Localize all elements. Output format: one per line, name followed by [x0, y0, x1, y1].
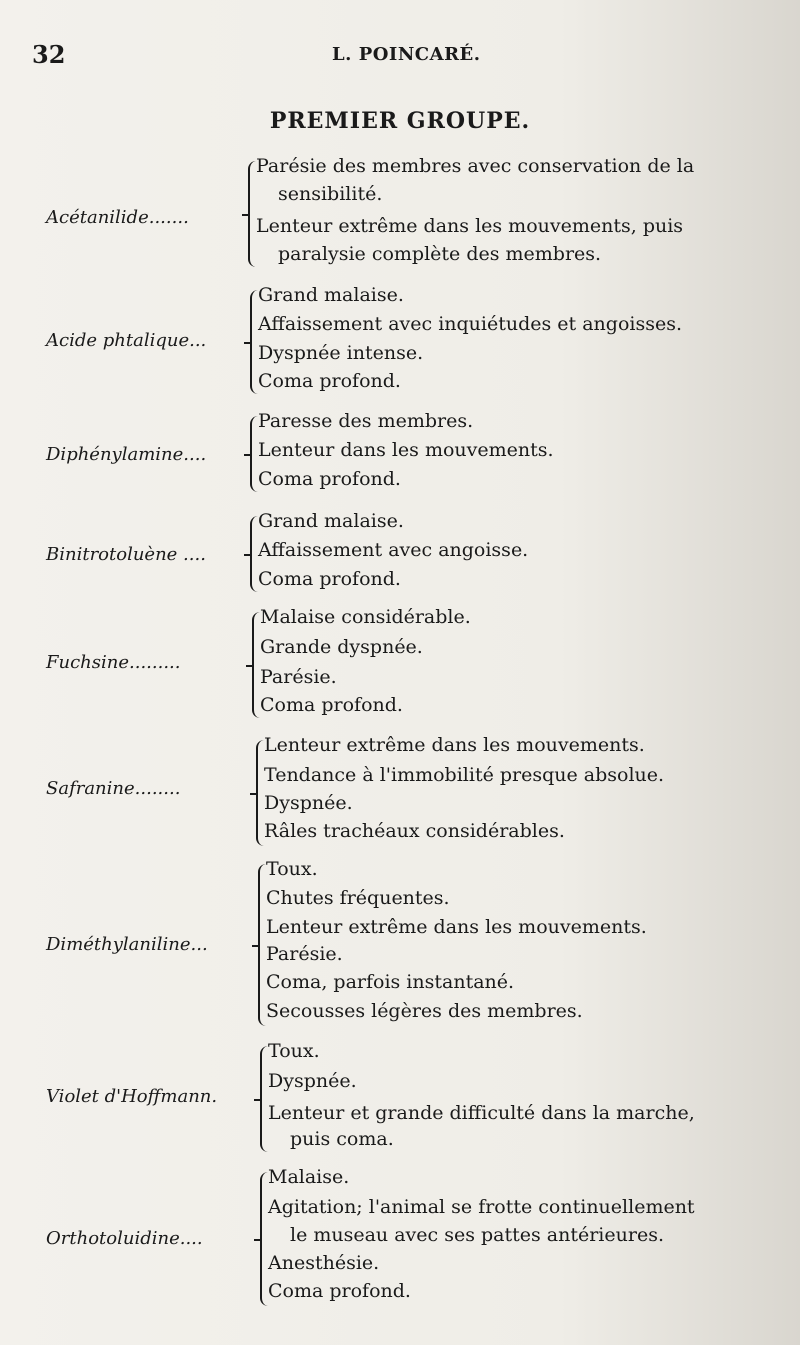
symptom-line: Coma profond. [258, 370, 401, 392]
symptom-line: Malaise considérable. [260, 606, 471, 628]
symptom-line: Paresse des membres. [258, 410, 474, 432]
symptom-line: Lenteur dans les mouvements. [258, 439, 554, 461]
symptom-line: Lenteur extrême dans les mouvements, puis [256, 215, 684, 237]
substance-name: Violet d'Hoffmann. [46, 1086, 218, 1107]
page-number: 32 [32, 40, 66, 69]
running-head-author: L. POINCARÉ. [332, 44, 481, 65]
symptom-line: Lenteur extrême dans les mouvements. [264, 734, 645, 756]
substance-name: Acide phtalique... [46, 330, 207, 351]
symptom-line: Lenteur et grande difficulté dans la marche, [268, 1102, 695, 1124]
group-title: PREMIER GROUPE. [269, 108, 531, 134]
symptom-line: Grand malaise. [258, 284, 404, 306]
substance-name: Fuchsine......... [46, 652, 181, 673]
symptom-line: Lenteur extrême dans les mouvements. [266, 916, 647, 938]
symptom-line: Coma profond. [268, 1280, 411, 1302]
entry-fuchsine [0, 606, 800, 722]
substance-name: Diméthylaniline... [46, 934, 208, 955]
symptom-line: Parésie. [266, 943, 343, 965]
substance-name: Acétanilide....... [46, 207, 189, 228]
entry-acide-phtalique [0, 284, 800, 398]
symptom-line: Coma profond. [258, 568, 401, 590]
symptom-line: Anesthésie. [268, 1252, 380, 1274]
symptom-line: Coma profond. [258, 468, 401, 490]
symptom-line: Coma, parfois instantané. [266, 971, 515, 993]
entry-binitrotoluene [0, 510, 800, 596]
substance-name: Safranine........ [46, 778, 181, 799]
symptom-line: Dyspnée. [264, 792, 353, 814]
entry-safranine [0, 734, 800, 850]
symptom-line: Toux. [266, 858, 318, 880]
symptom-line: puis coma. [290, 1128, 394, 1150]
symptom-line: sensibilité. [278, 183, 383, 205]
entry-acetanilide [0, 155, 800, 273]
symptom-line: Affaissement avec angoisse. [258, 539, 529, 561]
symptom-line: Grande dyspnée. [260, 636, 423, 658]
symptom-line: paralysie complète des membres. [278, 243, 602, 265]
symptom-line: Grand malaise. [258, 510, 404, 532]
entry-violet-hoffmann [0, 1040, 800, 1156]
symptom-line: Dyspnée. [268, 1070, 357, 1092]
symptom-line: Agitation; l'animal se frotte continuellement [268, 1196, 695, 1218]
symptom-line: Chutes fréquentes. [266, 887, 450, 909]
symptom-line: Râles trachéaux considérables. [264, 820, 565, 842]
symptom-line: Malaise. [268, 1166, 350, 1188]
symptom-line: Toux. [268, 1040, 320, 1062]
entry-orthotoluidine [0, 1166, 800, 1310]
running-head [32, 40, 760, 74]
symptom-line: Tendance à l'immobilité presque absolue. [264, 764, 665, 786]
symptom-line: Coma profond. [260, 694, 403, 716]
symptom-line: Affaissement avec inquiétudes et angoisses. [258, 313, 682, 335]
entry-dimethylaniline [0, 858, 800, 1030]
symptom-line: Parésie. [260, 666, 337, 688]
symptom-line: Secousses légères des membres. [266, 1000, 583, 1022]
symptom-line: Dyspnée intense. [258, 342, 424, 364]
symptom-line: Parésie des membres avec conservation de la [256, 155, 695, 177]
substance-name: Binitrotoluène .... [46, 544, 206, 565]
substance-name: Diphénylamine.... [46, 444, 207, 465]
symptom-line: le museau avec ses pattes antérieures. [290, 1224, 664, 1246]
substance-name: Orthotoluidine.... [46, 1228, 203, 1249]
entry-diphenylamine [0, 410, 800, 496]
